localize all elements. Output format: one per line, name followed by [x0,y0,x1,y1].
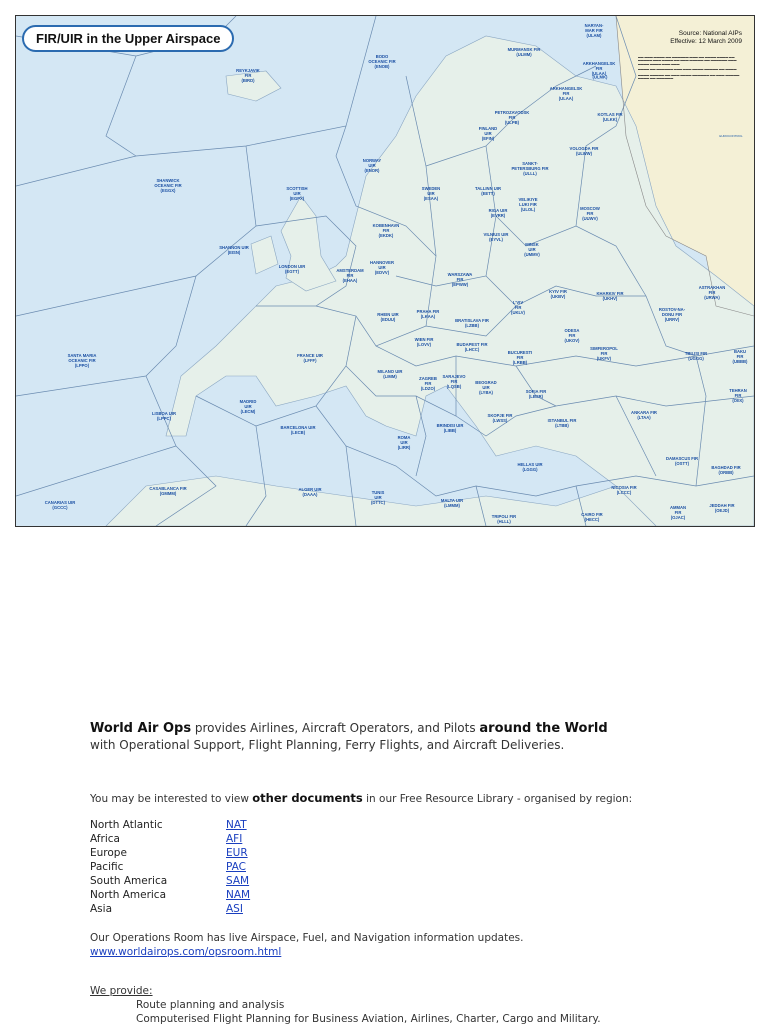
fir-label-warszawa: WARSZAWA FIR (EPWW) [447,271,473,287]
fir-label-astrakhan: ASTRAKHAN FIR (URWA) [698,284,726,300]
fir-label-alger: ALGER UIR (DAAA) [298,487,322,497]
fir-label-riga: RIGA UIR (EVRR) [488,208,508,218]
ops-room-paragraph [90,931,710,959]
region-row [90,888,250,902]
fir-label-velikiye: VELIKIYE LUKI FIR (ULOL) [518,196,538,212]
fir-label-skopje: SKOPJE FIR (LWSS) [487,413,513,423]
note-paragraph: ​▬▬▬▬ ▬▬ ▬▬▬▬▬▬ ▬▬▬ ▬▬▬ ▬▬▬▬ ▬▬▬▬▬ ▬▬ ▬▬▬▬ [638,67,737,72]
fir-label-moscow: MOSCOW FIR (UUWV) [580,205,600,221]
region-name: Africa [90,833,120,845]
fir-label-rhein: RHEIN UIR (EDUU) [377,312,399,322]
interest-emphasis: other documents [252,791,363,805]
fir-label-norway: NORWAY UIR (ENOR) [362,157,382,173]
region-name: Pacific [90,861,124,873]
intro-text: provides Airlines, Aircraft Operators, and Pilots [191,721,480,735]
intro-paragraph [90,720,710,754]
fir-label-murmansk: MURMANSK FIR (ULMM) [507,47,541,57]
fir-label-hellas: HELLAS UIR (LGGG) [517,462,543,472]
fir-label-odesa: ODESA FIR (UKOV) [564,327,580,343]
fir-label-london: LONDON UIR (EGTT) [278,264,306,274]
services-heading: We provide: [90,985,153,997]
interest-line [90,791,710,805]
fir-label-lisboa: LISBOA UIR (LPPC) [151,411,177,421]
fir-label-praha: PRAHA FIR (LKAA) [416,309,440,319]
boundary-line [106,56,136,156]
effective-date: Effective: 12 March 2009 [670,38,742,45]
fir-label-shanwick: SHANWICK OCEANIC FIR (EGGX) [154,177,182,193]
region-name: South America [90,875,168,887]
fir-label-santamaria: SANTA MARIA OCEANIC FIR (LPPO) [67,352,97,368]
region-row [90,846,250,860]
fir-label-cairo: CAIRO FIR (HECC) [581,512,603,522]
fir-label-roma: ROMA UIR (LIRR) [397,434,411,450]
region-link-asi[interactable]: ASI [226,903,243,915]
region-row [90,860,250,874]
fir-label-bratislava: BRATISLAVA FIR (LZBB) [455,318,489,328]
fir-label-nicosia: NICOSIA FIR (LCCC) [611,485,637,495]
fir-label-sofia: SOFIA FIR (LBSR) [525,389,547,399]
fir-label-france: FRANCE UIR (LFFF) [297,353,323,363]
fir-label-madrid: MADRID UIR (LECM) [239,398,257,414]
fir-label-arkhangelsk2: ARKHANGELSK FIR (ULAA) [582,60,616,76]
region-link-afi[interactable]: AFI [226,833,243,845]
fir-label-jeddah: JEDDAH FIR (OEJD) [709,503,735,513]
source-line: Source: National AIPs [678,30,742,37]
fir-label-kharkiv: KHARKIV FIR (UKHV) [596,291,624,301]
ops-room-link[interactable]: www.worldairops.com/opsroom.html [90,946,282,958]
fir-label-shannon: SHANNON UIR (EISN) [219,245,249,255]
boundary-line [16,376,176,496]
region-row [90,818,250,832]
fir-label-kotlas: KOTLAS FIR (ULKK) [597,112,623,122]
ireland-land [251,236,278,274]
fir-label-arkhangelsk: ARKHANGELSK FIR (ULAA) [549,85,583,101]
map-source [670,30,742,46]
fir-label-spb: SANKT- PETERSBURG FIR (ULLL) [511,160,549,176]
fir-label-malta: MALTA UIR (LMMM) [440,498,464,508]
boundary-line [16,146,256,316]
fir-label-vilnius: VILNIUS UIR (EYVL) [483,232,509,242]
fir-label-reykjavik: REYKJAVIK FIR (BIRD) [236,67,260,83]
fir-label-tehran: TEHRAN FIR (OIIX) [729,387,747,403]
region-name: North America [90,889,167,901]
interest-text: You may be interested to view [90,793,253,805]
ops-text: Our Operations Room has live Airspace, Fuel, and Navigation information updates. [90,932,524,944]
fir-label-tbilisi: TBILISI FIR (UGGG) [684,351,708,361]
fir-label-zagreb: ZAGREB FIR (LDZO) [419,375,437,391]
fir-label-beograd: BEOGRAD UIR (LYBA) [475,379,497,395]
eurocontrol-logo [718,134,744,174]
fir-label-kyiv: KYIV FIR (UKBV) [549,289,567,299]
fir-label-bodo: BODO OCEANIC FIR (ENOB) [368,53,396,69]
fir-label-budapest: BUDAPEST FIR (LHCC) [456,342,488,352]
fir-label-lviv: L'VIV FIR (UKLV) [511,299,525,315]
region-link-pac[interactable]: PAC [226,861,246,873]
interest-text-2: in our Free Resource Library - organised by region: [362,793,633,805]
fir-label-naryan: NARYAN- MAR FIR (ULAM) [584,22,604,38]
fir-label-sarajevo: SARAJEVO FIR (LQSB) [442,373,466,389]
fir-label-hannover: HANNOVER UIR (EDVV) [370,259,394,275]
fir-label-lemgarden: (ULMK) [592,74,608,80]
fir-label-bucuresti: BUCURESTI FIR (LRBB) [507,349,533,365]
fir-label-petrozavodsk: PETROZAVODSK FIR (ULPB) [494,109,530,125]
fir-label-istanbul: ISTANBUL FIR (LTBB) [547,418,577,428]
region-row [90,832,250,846]
region-link-sam[interactable]: SAM [226,875,250,887]
fir-label-simferopol: SIMFEROPOL FIR (UKFV) [590,345,618,361]
fir-label-damascus: DAMASCUS FIR (OSTT) [665,456,699,466]
services-section [90,984,710,1026]
map-title: FIR/UIR in the Upper Airspace [22,25,234,52]
fir-label-sweden: SWEDEN UIR (ESAA) [421,185,441,201]
note-paragraph: ​▬▬▬▬ ▬▬▬▬▬ ▬▬ ▬▬▬ ▬▬▬▬ ▬▬▬▬▬▬ ▬▬ ▬▬▬ ▬▬▬▬▬ ▬▬▬▬ ▬▬ ▬▬▬▬▬▬ [638,72,740,81]
region-link-nam[interactable]: NAM [226,889,251,901]
fir-label-tallinn: TALLINN UIR (EETT) [475,186,501,196]
service-item: Route planning and analysis [136,999,285,1011]
region-name: Asia [90,903,113,915]
fir-label-amsterdam: AMSTERDAM FIR (EHAA) [336,267,364,283]
fir-label-barcelona: BARCELONA UIR (LECB) [280,425,316,435]
region-link-eur[interactable]: EUR [226,847,248,859]
boundary-line [16,276,196,396]
fir-label-ankara: ANKARA FIR (LTAA) [631,410,657,420]
fir-label-scottish: SCOTTISH UIR (EGPX) [286,185,308,201]
fir-label-casablanca: CASABLANCA FIR (GMMM) [149,486,187,496]
fir-label-kobenhavn: KOBENHAVN FIR (EKDK) [372,222,400,238]
fir-label-brindisi: BRINDISI UIR (LIBB) [436,423,464,433]
fir-label-milano: MILANO UIR (LIMM) [377,369,403,379]
fir-label-wien: WIEN FIR (LOVV) [414,337,434,347]
fir-label-baghdad: BAGHDAD FIR (ORBB) [711,465,741,475]
great-britain-land [278,196,336,291]
fir-label-canarias: CANARIAS UIR (GCCC) [44,500,76,510]
fir-label-baku: BAKU FIR (UBBB) [732,348,748,364]
region-name: North Atlantic [90,819,163,831]
fir-label-tunis: TUNIS UIR (DTTC) [371,489,385,505]
fir-label-finland: FINLAND UIR (EFIN) [478,125,498,141]
fir-label-amman: AMMAN FIR (OJAC) [669,504,687,520]
intro-line-1 [90,720,710,737]
region-link-nat[interactable]: NAT [226,819,247,831]
logo-caption: EUROCONTROL [719,134,743,138]
intro-line-2: with Operational Support, Flight Planning, Ferry Flights, and Aircraft Deliveries. [90,738,565,752]
brand-name: World Air Ops [90,721,192,736]
region-name: Europe [90,847,127,859]
fir-label-minsk: MINSK UIR (UMMV) [524,241,540,257]
fir-uir-map [15,15,755,527]
region-row [90,902,250,916]
fir-label-vologda: VOLOGDA FIR (ULWW) [569,146,599,156]
note-paragraph: ​▬▬ ▬▬▬ ▬▬▬▬ ▬▬ ▬▬▬▬▬▬ ▬▬▬ ▬▬ ▬▬▬▬ ▬▬▬▬ ▬▬ ▬▬▬▬▬ ▬▬▬ ▬▬▬▬ ▬▬ ▬▬▬ ▬▬▬▬▬ ▬▬ ▬▬▬▬▬▬ ▬▬▬ ▬▬▬▬ ▬▬▬▬ ▬▬▬ ▬▬▬ [638,55,737,66]
fir-label-rostov: ROSTOV-NA- DONU FIR (URRV) [658,306,686,322]
region-list [90,818,250,916]
map-notes [638,56,740,82]
intro-emphasis: around the World [479,721,608,736]
fir-label-tripoli: TRIPOLI FIR (HLLL) [491,514,517,524]
service-item: Computerised Flight Planning for Business Aviation, Airlines, Charter, Cargo and Military. [136,1013,601,1025]
region-row [90,874,250,888]
